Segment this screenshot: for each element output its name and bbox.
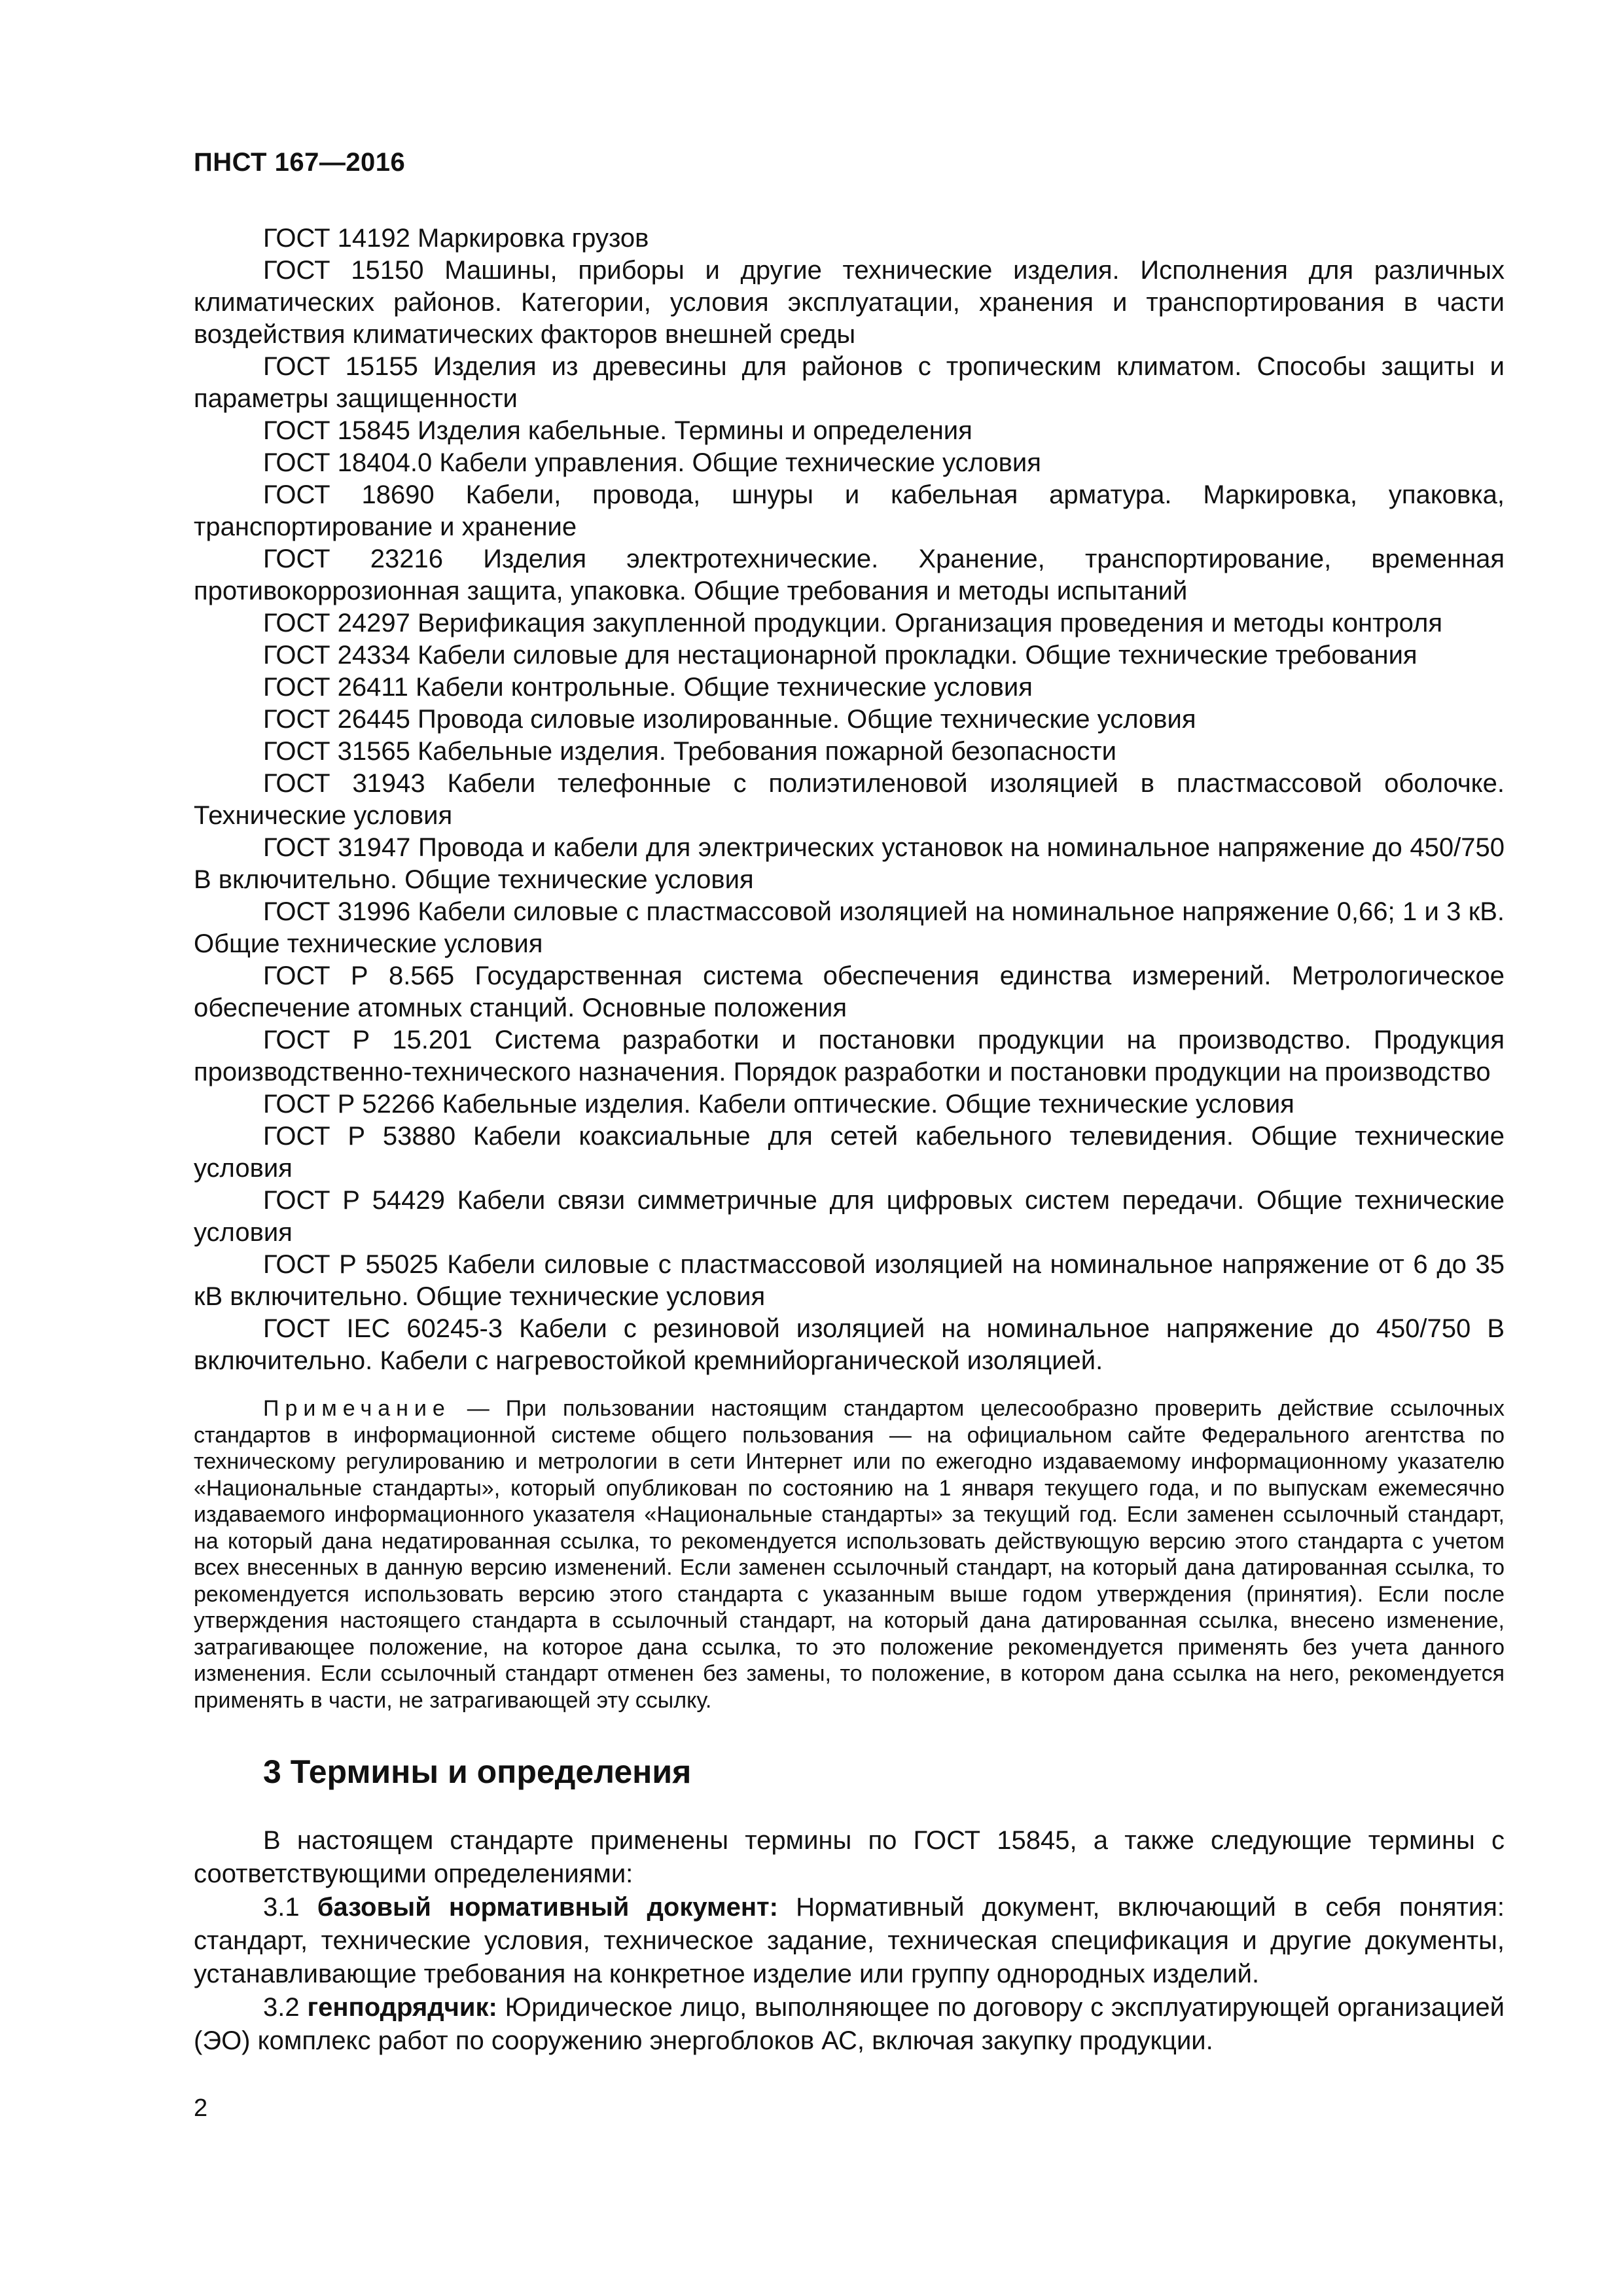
reference-item: ГОСТ 15150 Машины, приборы и другие технические изделия. Исполнения для различных климатических районов. Категории, условия эксплуатации, хранения и транспортирования в части воздействия климатических факторов внешней среды [194,256,1505,349]
term-name: генподрядчик: [307,1993,497,2022]
note-paragraph [194,1395,1505,1713]
reference-item: ГОСТ 31947 Провода и кабели для электрических установок на номинальное напряжение до 450/750 В включительно. Общие технические условия [194,833,1505,894]
term-number: 3.2 [263,1993,308,2022]
reference-item: ГОСТ 14192 Маркировка грузов [263,224,649,253]
term-number: 3.1 [263,1893,317,1922]
reference-item: ГОСТ 26411 Кабели контрольные. Общие технические условия [263,673,1033,702]
note-text: — При пользовании настоящим стандартом целесообразно проверить действие ссылочных стандартов в информационной системе общего пользования — на официальном сайте Федерального агентства по техническому регулированию и метрологии в сети Интернет или по ежегодно издаваемому информационному указателю «Национальные стандарты», который опубликован по состоянию на 1 января текущего года, и по выпускам ежемесячно издаваемого информационного указателя «Национальные стандарты» за текущий год. Если заменен ссылочный стандарт, на который дана недатированная ссылка, то рекомендуется использовать действующую версию этого стандарта с учетом всех внесенных в данную версию изменений. Если заменен ссылочный стандарт, на который дана датированная ссылка, то рекомендуется использовать версию этого стандарта с указанным выше годом утверждения (принятия). Если после утверждения настоящего стандарта в ссылочный стандарт, на который дана датированная ссылка, внесено изменение, затрагивающее положение, на которое дана ссылка, то это положение рекомендуется применять без учета данного изменения. Если ссылочный стандарт отменен без замены, то положение, в котором дана ссылка на него, рекомендуется применять в части, не затрагивающей эту ссылку. [194,1396,1505,1713]
term-definition: Юридическое лицо, выполняющее по договору с эксплуатирующей организацией (ЭО) комплекс работ по сооружению энергоблоков АС, включая закупку продукции. [194,1993,1505,2055]
reference-item: ГОСТ Р 8.565 Государственная система обеспечения единства измерений. Метрологическое обеспечение атомных станций. Основные положения [194,961,1505,1022]
reference-item: ГОСТ 26445 Провода силовые изолированные. Общие технические условия [263,705,1196,734]
reference-item: ГОСТ 24334 Кабели силовые для нестационарной прокладки. Общие технические требования [263,641,1418,670]
reference-item: ГОСТ 31565 Кабельные изделия. Требования пожарной безопасности [263,737,1116,766]
section-intro: В настоящем стандарте применены термины по ГОСТ 15845, а также следующие термины с соответствующими определениями: [194,1826,1505,1888]
term-item [194,1891,1505,1991]
page-number: 2 [194,2094,208,2122]
reference-item: ГОСТ 15155 Изделия из древесины для районов с тропическим климатом. Способы защиты и параметры защищенности [194,352,1505,413]
note-block [194,1395,1505,1713]
term-item [194,1991,1505,2058]
reference-item: ГОСТ 31943 Кабели телефонные с полиэтиленовой изоляцией в пластмассовой оболочке. Технические условия [194,769,1505,830]
reference-item: ГОСТ Р 53880 Кабели коаксиальные для сетей кабельного телевидения. Общие технические условия [194,1122,1505,1183]
reference-item: ГОСТ 18404.0 Кабели управления. Общие технические условия [263,448,1041,477]
reference-item: ГОСТ Р 15.201 Система разработки и постановки продукции на производство. Продукция производственно-технического назначения. Порядок разработки и постановки продукции на производство [194,1026,1505,1086]
reference-item: ГОСТ IEC 60245-3 Кабели с резиновой изоляцией на номинальное напряжение до 450/750 В включительно. Кабели с нагревостойкой кремнийорганической изоляцией. [194,1314,1505,1375]
note-label: Примечание [263,1396,451,1421]
reference-item: ГОСТ 31996 Кабели силовые с пластмассовой изоляцией на номинальное напряжение 0,66; 1 и 3 кВ. Общие технические условия [194,897,1505,958]
reference-item: ГОСТ 18690 Кабели, провода, шнуры и кабельная арматура. Маркировка, упаковка, транспортирование и хранение [194,480,1505,541]
term-name: базовый нормативный документ: [317,1893,778,1922]
reference-list [194,223,1505,1377]
document-header: ПНСТ 167—2016 [194,148,406,177]
terms-section [194,1824,1505,2058]
reference-item: ГОСТ Р 55025 Кабели силовые с пластмассовой изоляцией на номинальное напряжение от 6 до 35 кВ включительно. Общие технические условия [194,1250,1505,1311]
section-title: 3 Термины и определения [263,1753,692,1790]
reference-item: ГОСТ Р 54429 Кабели связи симметричные для цифровых систем передачи. Общие технические условия [194,1186,1505,1247]
term-definition: Нормативный документ, включающий в себя понятия: стандарт, технические условия, техническое задание, техническая спецификация и другие документы, устанавливающие требования на конкретное изделие или группу однородных изделий. [194,1893,1505,1988]
reference-item: ГОСТ 23216 Изделия электротехнические. Хранение, транспортирование, временная противокоррозионная защита, упаковка. Общие требования и методы испытаний [194,545,1505,605]
reference-item: ГОСТ 24297 Верификация закупленной продукции. Организация проведения и методы контроля [263,609,1443,637]
reference-item: ГОСТ Р 52266 Кабельные изделия. Кабели оптические. Общие технические условия [263,1090,1294,1119]
reference-item: ГОСТ 15845 Изделия кабельные. Термины и определения [263,416,972,445]
